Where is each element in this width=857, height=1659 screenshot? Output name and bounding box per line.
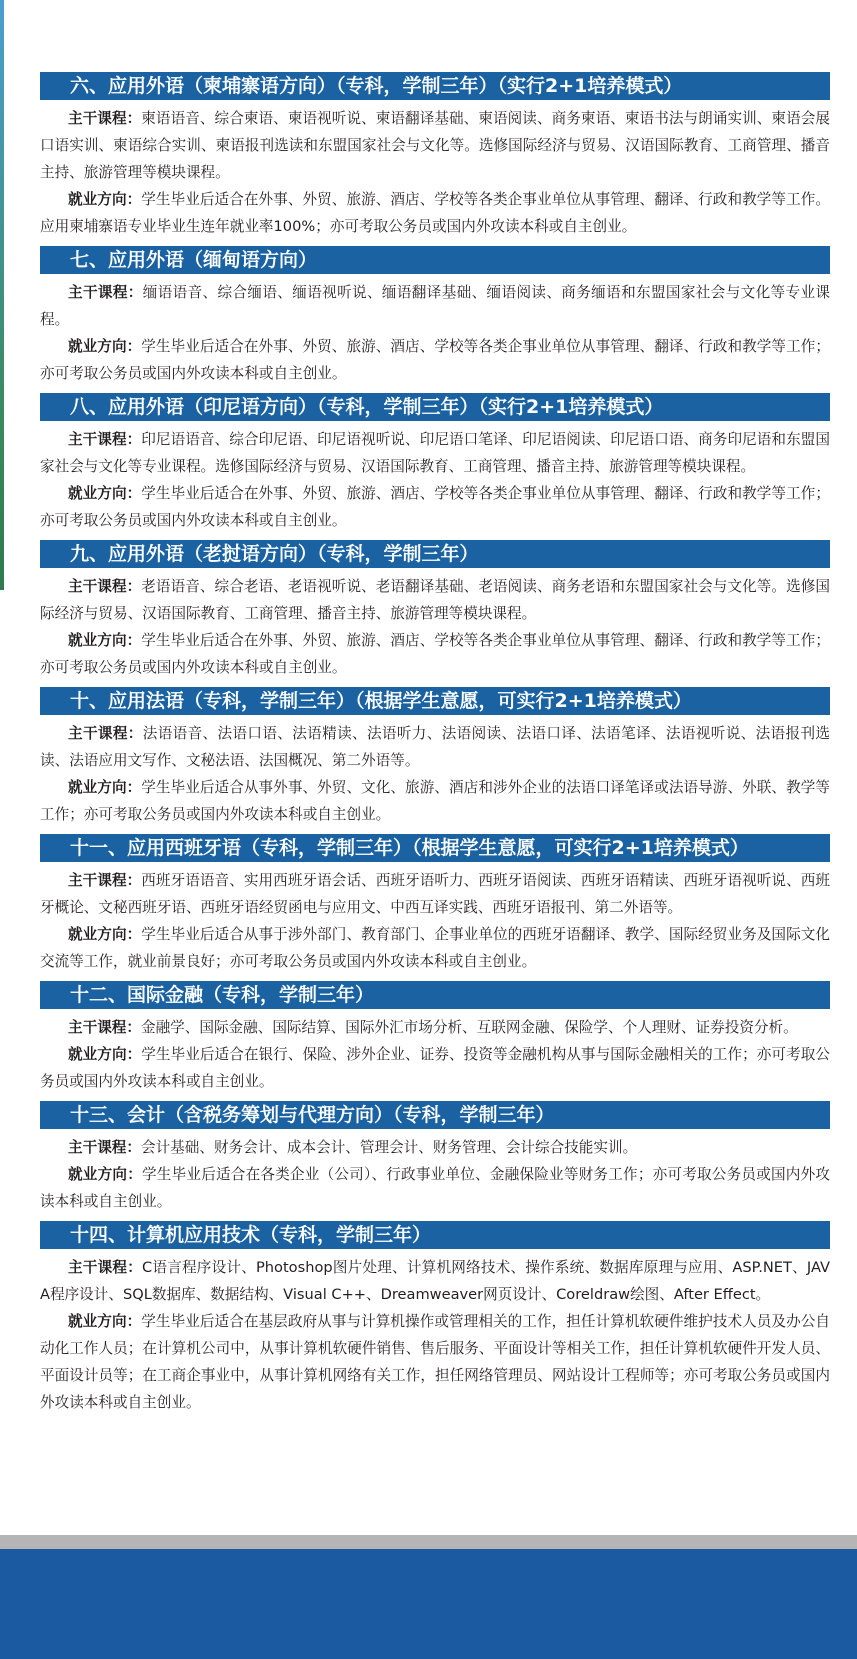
jobs-paragraph (40, 333, 830, 387)
courses-text: 老语语音、综合老语、老语视听说、老语翻译基础、老语阅读、商务老语和东盟国家社会与文化等。选修国际经济与贸易、汉语国际教育、工商管理、播音主持、旅游管理等模块课程。 (40, 578, 830, 622)
courses-paragraph (40, 105, 830, 186)
jobs-label: 就业方向： (68, 1166, 142, 1183)
jobs-text: 学生毕业后适合在外事、外贸、旅游、酒店、学校等各类企事业单位从事管理、翻译、行政和教学等工作；亦可考取公务员或国内外攻读本科或自主创业。 (40, 632, 830, 676)
courses-text: 金融学、国际金融、国际结算、国际外汇市场分析、互联网金融、保险学、个人理财、证券投资分析。 (140, 1019, 798, 1036)
section-title: 十一、应用西班牙语（专科，学制三年）（根据学生意愿，可实行2+1培养模式） (40, 834, 830, 862)
jobs-text: 学生毕业后适合从事于涉外部门、教育部门、企事业单位的西班牙语翻译、教学、国际经贸业务及国际文化交流等工作，就业前景良好；亦可考取公务员或国内外攻读本科或自主创业。 (40, 926, 830, 970)
courses-text: 印尼语语音、综合印尼语、印尼语视听说、印尼语口笔译、印尼语阅读、印尼语口语、商务印尼语和东盟国家社会与文化等专业课程。选修国际经济与贸易、汉语国际教育、工商管理、播音主持、旅游管理等模块课程。 (40, 431, 830, 475)
courses-label: 主干课程： (68, 431, 142, 448)
jobs-label: 就业方向： (68, 926, 142, 943)
jobs-label: 就业方向： (68, 338, 142, 355)
footer-band (0, 1549, 857, 1659)
jobs-text: 学生毕业后适合在外事、外贸、旅游、酒店、学校等各类企事业单位从事管理、翻译、行政和教学等工作；亦可考取公务员或国内外攻读本科或自主创业。 (40, 338, 830, 382)
courses-paragraph (40, 1134, 830, 1161)
jobs-label: 就业方向： (68, 1046, 142, 1063)
major-section-8 (40, 393, 830, 540)
jobs-paragraph (40, 774, 830, 828)
jobs-text: 学生毕业后适合在各类企业（公司）、行政事业单位、金融保险业等财务工作；亦可考取公务员或国内外攻读本科或自主创业。 (40, 1166, 830, 1210)
courses-paragraph (40, 573, 830, 627)
left-decorative-strip (0, 0, 4, 590)
jobs-paragraph (40, 921, 830, 975)
courses-label: 主干课程： (68, 110, 142, 127)
jobs-label: 就业方向： (68, 632, 142, 649)
courses-label: 主干课程： (68, 1019, 141, 1036)
courses-paragraph (40, 426, 830, 480)
section-title: 六、应用外语（柬埔寨语方向）（专科，学制三年）（实行2+1培养模式） (40, 72, 830, 100)
courses-text: 西班牙语语音、实用西班牙语会话、西班牙语听力、西班牙语阅读、西班牙语精读、西班牙语视听说、西班牙概论、文秘西班牙语、西班牙语经贸函电与应用文、中西互译实践、西班牙语报刊、第二外语等。 (40, 872, 830, 916)
section-title: 七、应用外语（缅甸语方向） (40, 246, 830, 274)
courses-text: 会计基础、财务会计、成本会计、管理会计、财务管理、会计综合技能实训。 (140, 1139, 638, 1156)
section-title: 十四、计算机应用技术（专科，学制三年） (40, 1221, 830, 1249)
jobs-paragraph (40, 627, 830, 681)
jobs-paragraph (40, 1161, 830, 1215)
courses-paragraph (40, 1014, 830, 1041)
jobs-label: 就业方向： (68, 779, 142, 796)
courses-text: C语言程序设计、Photoshop图片处理、计算机网络技术、操作系统、数据库原理与应用、ASP.NET、JAVA程序设计、SQL数据库、数据结构、Visual C++、Dreamweaver网页设计、Coreldraw绘图、After Effect。 (40, 1259, 830, 1303)
courses-label: 主干课程： (68, 1139, 141, 1156)
major-section-11 (40, 834, 830, 981)
jobs-paragraph (40, 186, 830, 240)
courses-paragraph (40, 720, 830, 774)
courses-text: 缅语语音、综合缅语、缅语视听说、缅语翻译基础、缅语阅读、商务缅语和东盟国家社会与文化等专业课程。 (40, 284, 830, 328)
major-section-12 (40, 981, 830, 1101)
courses-text: 柬语语音、综合柬语、柬语视听说、柬语翻译基础、柬语阅读、商务柬语、柬语书法与朗诵实训、柬语会展口语实训、柬语综合实训、柬语报刊选读和东盟国家社会与文化等。选修国际经济与贸易、汉语国际教育、工商管理、播音主持、旅游管理等模块课程。 (40, 110, 830, 181)
jobs-paragraph (40, 1041, 830, 1095)
major-section-6 (40, 72, 830, 246)
courses-label: 主干课程： (68, 725, 143, 742)
major-section-10 (40, 687, 830, 834)
major-section-9 (40, 540, 830, 687)
section-title: 十三、会计（含税务筹划与代理方向）（专科，学制三年） (40, 1101, 830, 1129)
jobs-paragraph (40, 480, 830, 534)
jobs-text: 学生毕业后适合在外事、外贸、旅游、酒店、学校等各类企事业单位从事管理、翻译、行政和教学等工作；亦可考取公务员或国内外攻读本科或自主创业。 (40, 485, 830, 529)
section-title: 八、应用外语（印尼语方向）（专科，学制三年）（实行2+1培养模式） (40, 393, 830, 421)
jobs-text: 学生毕业后适合在基层政府从事与计算机操作或管理相关的工作，担任计算机软硬件维护技术人员及办公自动化工作人员；在计算机公司中，从事计算机软硬件销售、售后服务、平面设计等相关工作，担任计算机软硬件开发人员、平面设计员等；在工商企事业中，从事计算机网络有关工作，担任网络管理员、网站设计工程师等；亦可考取公务员或国内外攻读本科或自主创业。 (40, 1313, 830, 1411)
jobs-text: 学生毕业后适合在银行、保险、涉外企业、证券、投资等金融机构从事与国际金融相关的工作；亦可考取公务员或国内外攻读本科或自主创业。 (40, 1046, 830, 1090)
section-title: 九、应用外语（老挝语方向）（专科，学制三年） (40, 540, 830, 568)
major-section-13 (40, 1101, 830, 1221)
majors-list (40, 72, 830, 1416)
courses-label: 主干课程： (68, 578, 142, 595)
courses-paragraph (40, 867, 830, 921)
jobs-text: 学生毕业后适合从事外事、外贸、文化、旅游、酒店和涉外企业的法语口译笔译或法语导游、外联、教学等工作；亦可考取公务员或国内外攻读本科或自主创业。 (40, 779, 830, 823)
courses-label: 主干课程： (68, 872, 142, 889)
courses-label: 主干课程： (68, 1259, 142, 1276)
major-section-14 (40, 1221, 830, 1416)
jobs-label: 就业方向： (68, 485, 142, 502)
section-title: 十、应用法语（专科，学制三年）（根据学生意愿，可实行2+1培养模式） (40, 687, 830, 715)
jobs-text: 学生毕业后适合在外事、外贸、旅游、酒店、学校等各类企事业单位从事管理、翻译、行政和教学等工作。应用柬埔寨语专业毕业生连年就业率100%；亦可考取公务员或国内外攻读本科或自主创业。 (40, 191, 830, 235)
courses-paragraph (40, 1254, 830, 1308)
courses-label: 主干课程： (68, 284, 143, 301)
courses-paragraph (40, 279, 830, 333)
footer-divider (0, 1535, 857, 1549)
jobs-paragraph (40, 1308, 830, 1416)
jobs-label: 就业方向： (68, 1313, 142, 1330)
major-section-7 (40, 246, 830, 393)
courses-text: 法语语音、法语口语、法语精读、法语听力、法语阅读、法语口译、法语笔译、法语视听说、法语报刊选读、法语应用文写作、文秘法语、法国概况、第二外语等。 (40, 725, 830, 769)
section-title: 十二、国际金融（专科，学制三年） (40, 981, 830, 1009)
jobs-label: 就业方向： (68, 191, 142, 208)
